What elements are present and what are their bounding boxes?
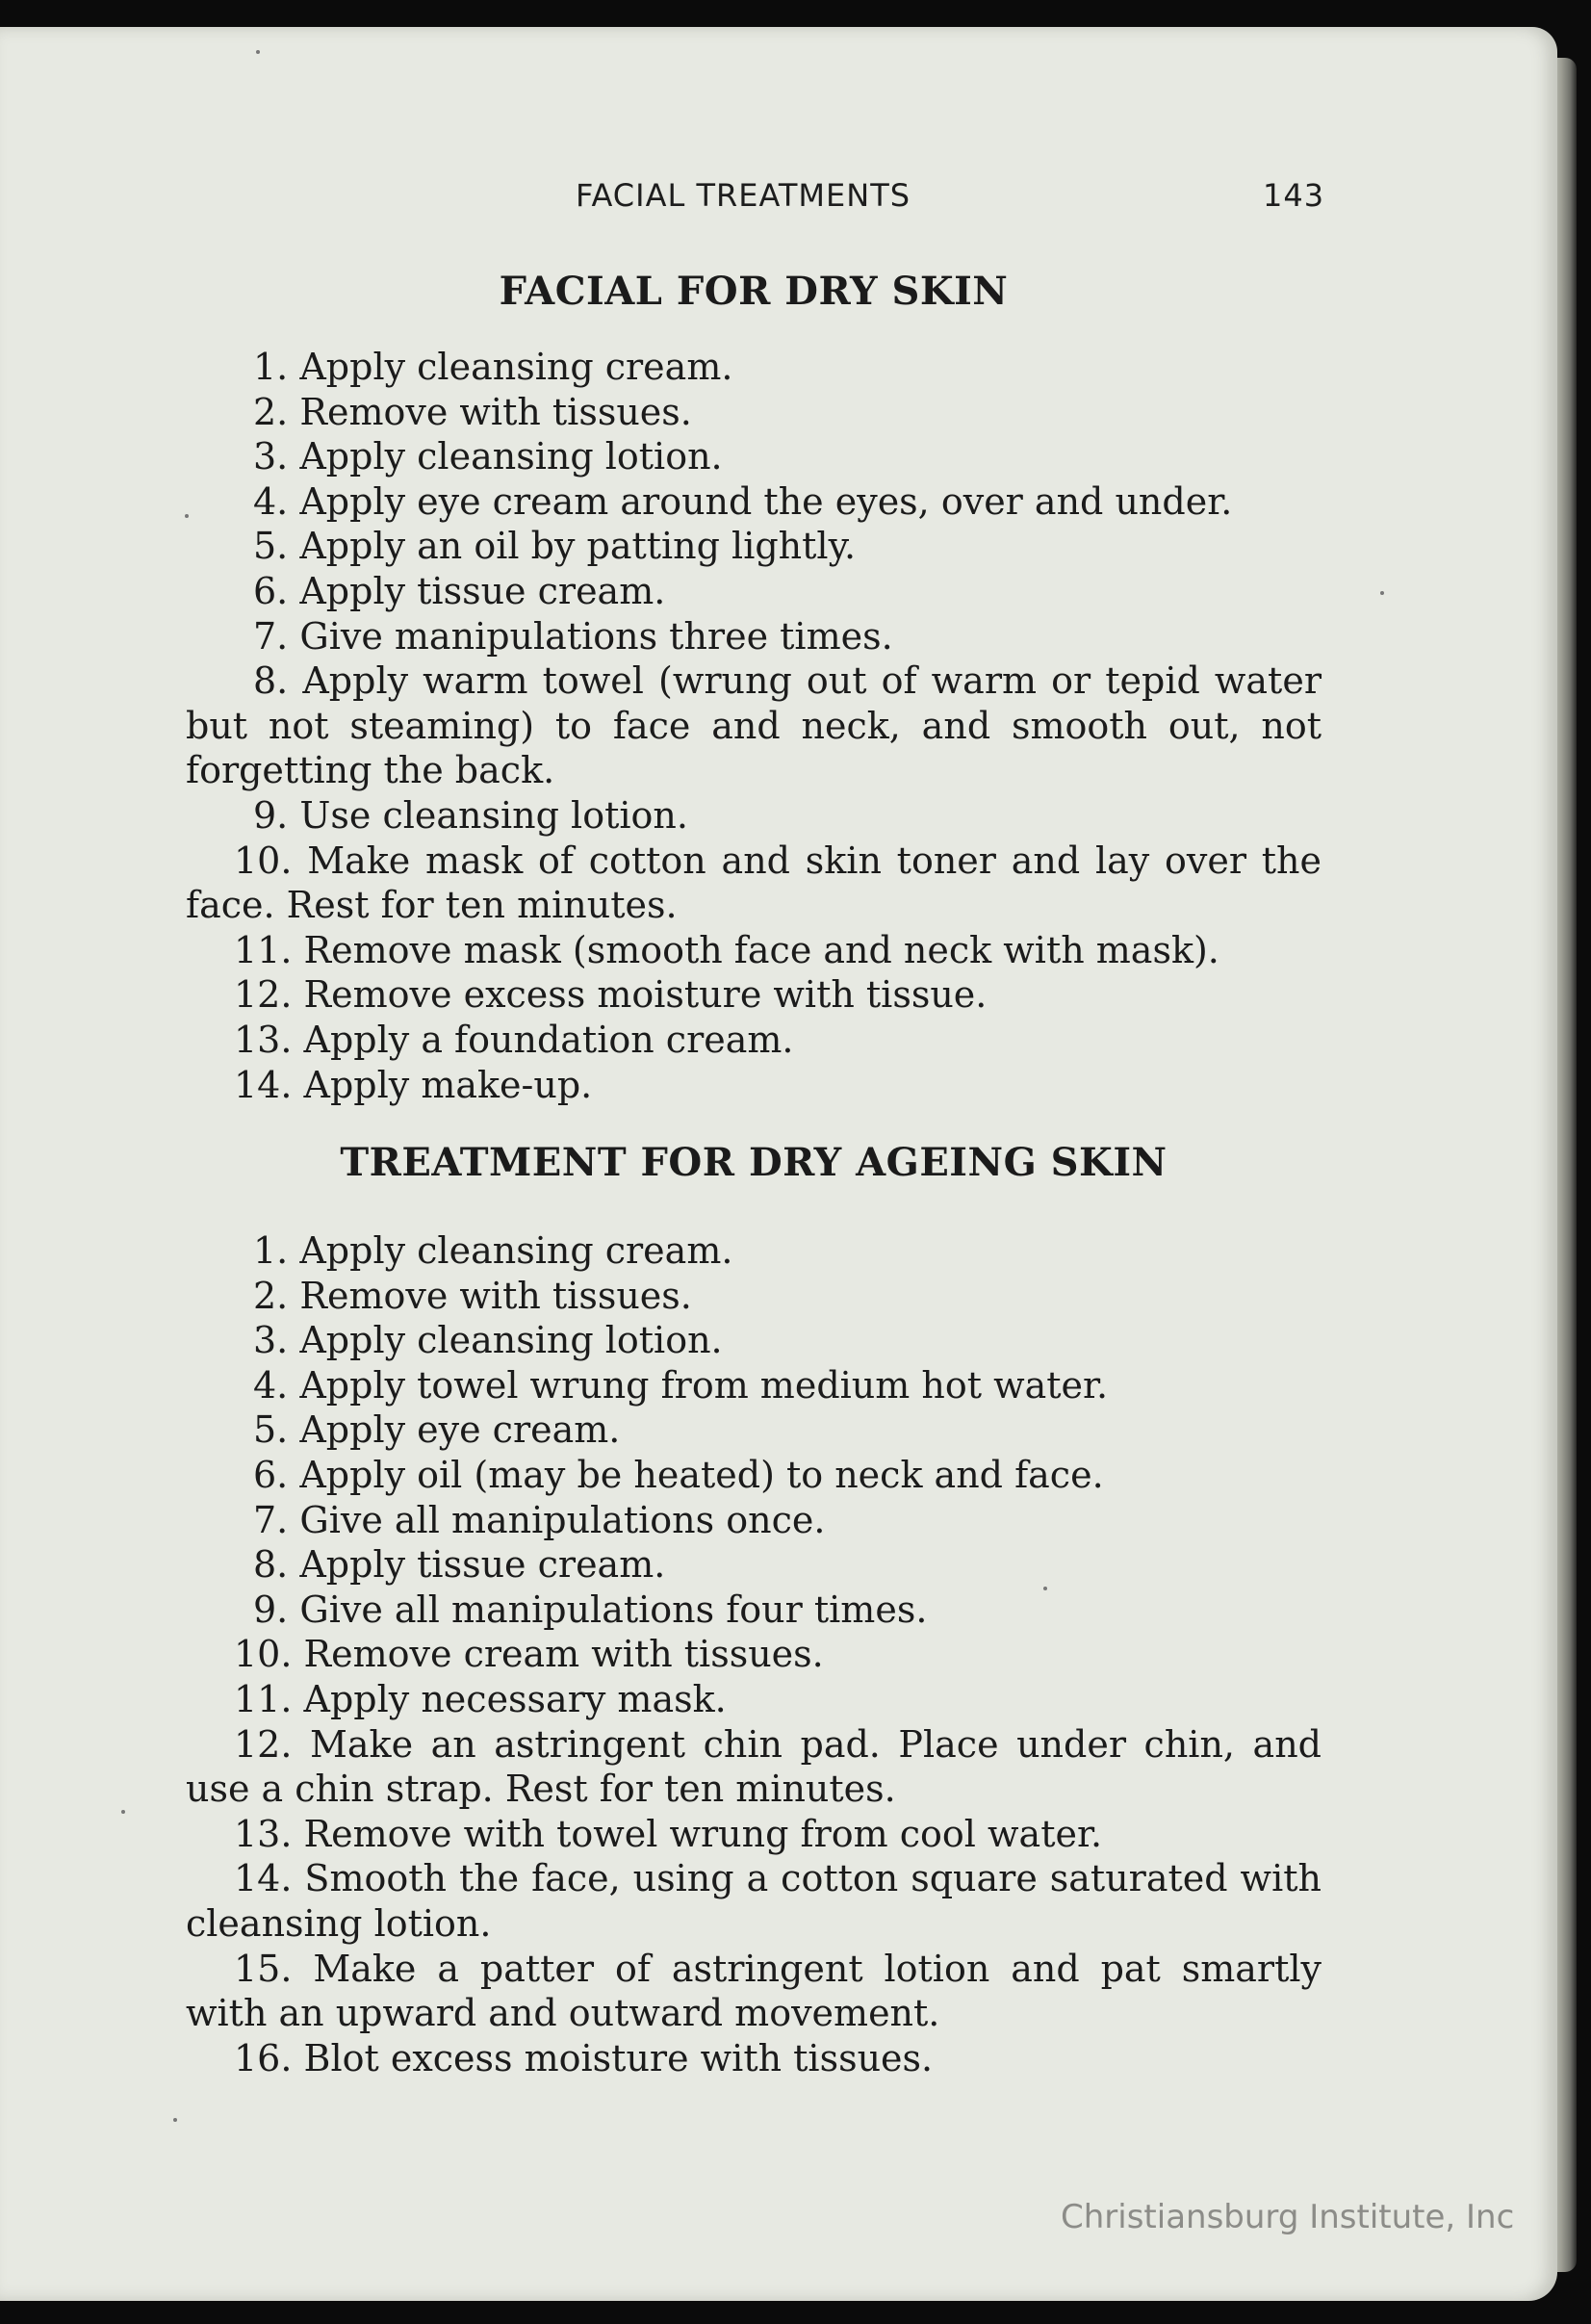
- step-number: 1.: [253, 346, 289, 388]
- step-item: [186, 2036, 1322, 2081]
- step-number: 2.: [253, 1274, 289, 1317]
- section-heading: TREATMENT FOR DRY AGEING SKIN: [340, 1140, 1168, 1186]
- paper-speck: [173, 2118, 177, 2122]
- step-item: [186, 569, 1322, 614]
- step-number: 3.: [253, 1319, 289, 1362]
- step-item: [186, 1274, 1322, 1319]
- paper-speck: [1380, 591, 1384, 595]
- step-item: [186, 524, 1322, 569]
- step-text: Apply towel wrung from medium hot water.: [299, 1363, 1109, 1407]
- step-item: [186, 1947, 1322, 2036]
- step-number: 5.: [253, 1408, 289, 1452]
- step-item: [186, 793, 1322, 839]
- step-item: [186, 1498, 1322, 1543]
- step-text: Make mask of cotton and skin toner and lay over the face. Rest for ten minutes.: [186, 839, 1322, 927]
- step-text: Remove mask (smooth face and neck with mask).: [303, 928, 1219, 971]
- step-item: [186, 1453, 1322, 1498]
- step-text: Make a patter of astringent lotion and pat smartly with an upward and outward movement.: [186, 1947, 1322, 2035]
- step-item: [186, 1677, 1322, 1722]
- step-number: 5.: [253, 525, 289, 568]
- section-heading: FACIAL FOR DRY SKIN: [499, 269, 1009, 314]
- step-number: 13.: [234, 1812, 293, 1855]
- step-text: Remove with towel wrung from cool water.: [303, 1812, 1103, 1855]
- step-number: 4.: [253, 1363, 289, 1407]
- step-text: Apply an oil by patting lightly.: [299, 525, 857, 568]
- step-item: [186, 390, 1322, 435]
- step-text: Apply tissue cream.: [299, 569, 666, 612]
- step-text: Give all manipulations once.: [299, 1498, 826, 1541]
- step-item: [186, 839, 1322, 928]
- step-number: 9.: [253, 1588, 289, 1631]
- step-item: [186, 1407, 1322, 1453]
- step-text: Smooth the face, using a cotton square saturated with cleansing lotion.: [186, 1857, 1322, 1945]
- step-text: Apply eye cream around the eyes, over and under.: [299, 479, 1233, 523]
- step-number: 10.: [234, 1633, 293, 1676]
- step-text: Apply tissue cream.: [299, 1543, 666, 1587]
- step-item: [186, 1632, 1322, 1677]
- step-number: 6.: [253, 1454, 289, 1497]
- step-text: Remove with tissues.: [299, 1274, 692, 1317]
- step-text: Remove excess moisture with tissue.: [303, 973, 988, 1017]
- step-text: Apply cleansing cream.: [299, 1229, 733, 1273]
- step-number: 12.: [234, 1722, 293, 1766]
- paper-speck: [121, 1810, 125, 1814]
- step-item: [186, 1228, 1322, 1274]
- step-text: Apply warm towel (wrung out of warm or tepid water but not steaming) to face and neck, and smooth out, not forgetting the back.: [186, 659, 1322, 792]
- step-item: [186, 1722, 1322, 1812]
- step-item: [186, 1018, 1322, 1063]
- step-text: Apply oil (may be heated) to neck and face.: [299, 1454, 1104, 1497]
- step-number: 14.: [234, 1063, 293, 1106]
- step-item: [186, 345, 1322, 390]
- step-number: 7.: [253, 1498, 289, 1541]
- step-number: 16.: [234, 2036, 293, 2079]
- step-item: [186, 1318, 1322, 1363]
- paper-speck: [1043, 1587, 1047, 1590]
- step-text: Blot excess moisture with tissues.: [303, 2036, 934, 2079]
- step-number: 7.: [253, 614, 289, 658]
- step-item: [186, 658, 1322, 793]
- step-item: [186, 1588, 1322, 1633]
- step-text: Remove cream with tissues.: [303, 1633, 824, 1676]
- step-number: 11.: [234, 928, 293, 971]
- step-number: 12.: [234, 973, 293, 1017]
- step-text: Apply necessary mask.: [303, 1678, 727, 1721]
- step-number: 15.: [234, 1947, 293, 1990]
- step-number: 9.: [253, 793, 289, 837]
- step-number: 8.: [253, 659, 289, 703]
- step-text: Apply eye cream.: [299, 1408, 621, 1452]
- step-number: 2.: [253, 390, 289, 433]
- step-number: 1.: [253, 1229, 289, 1273]
- step-text: Apply a foundation cream.: [303, 1018, 794, 1061]
- step-text: Use cleansing lotion.: [299, 793, 688, 837]
- page-number: 143: [1263, 177, 1325, 214]
- step-item: [186, 479, 1322, 525]
- step-text: Give all manipulations four times.: [299, 1588, 928, 1631]
- step-number: 3.: [253, 435, 289, 478]
- step-number: 10.: [234, 839, 293, 882]
- step-item: [186, 928, 1322, 973]
- steps-list: [186, 1228, 1322, 2080]
- watermark: Christiansburg Institute, Inc: [1061, 2198, 1515, 2236]
- step-item: [186, 1542, 1322, 1588]
- step-text: Apply make-up.: [303, 1063, 593, 1106]
- step-number: 13.: [234, 1018, 293, 1061]
- paper-speck: [185, 514, 189, 518]
- step-text: Remove with tissues.: [299, 390, 692, 433]
- step-item: [186, 614, 1322, 659]
- step-number: 4.: [253, 479, 289, 523]
- page-content: [186, 260, 1322, 2080]
- step-item: [186, 1812, 1322, 1857]
- step-number: 11.: [234, 1678, 293, 1721]
- running-head: [0, 177, 1591, 219]
- step-item: [186, 972, 1322, 1018]
- step-number: 8.: [253, 1543, 289, 1587]
- step-item: [186, 434, 1322, 479]
- step-text: Make an astringent chin pad. Place under chin, and use a chin strap. Rest for ten minutes.: [186, 1722, 1322, 1811]
- steps-list: [186, 345, 1322, 1107]
- step-text: Apply cleansing lotion.: [299, 1319, 723, 1362]
- step-text: Apply cleansing cream.: [299, 346, 733, 388]
- step-text: Apply cleansing lotion.: [299, 435, 723, 478]
- step-item: [186, 1856, 1322, 1946]
- step-number: 14.: [234, 1857, 293, 1900]
- step-item: [186, 1363, 1322, 1408]
- step-number: 6.: [253, 569, 289, 612]
- paper-speck: [256, 50, 260, 54]
- step-text: Give manipulations three times.: [299, 614, 893, 658]
- running-head-title: FACIAL TREATMENTS: [576, 177, 911, 214]
